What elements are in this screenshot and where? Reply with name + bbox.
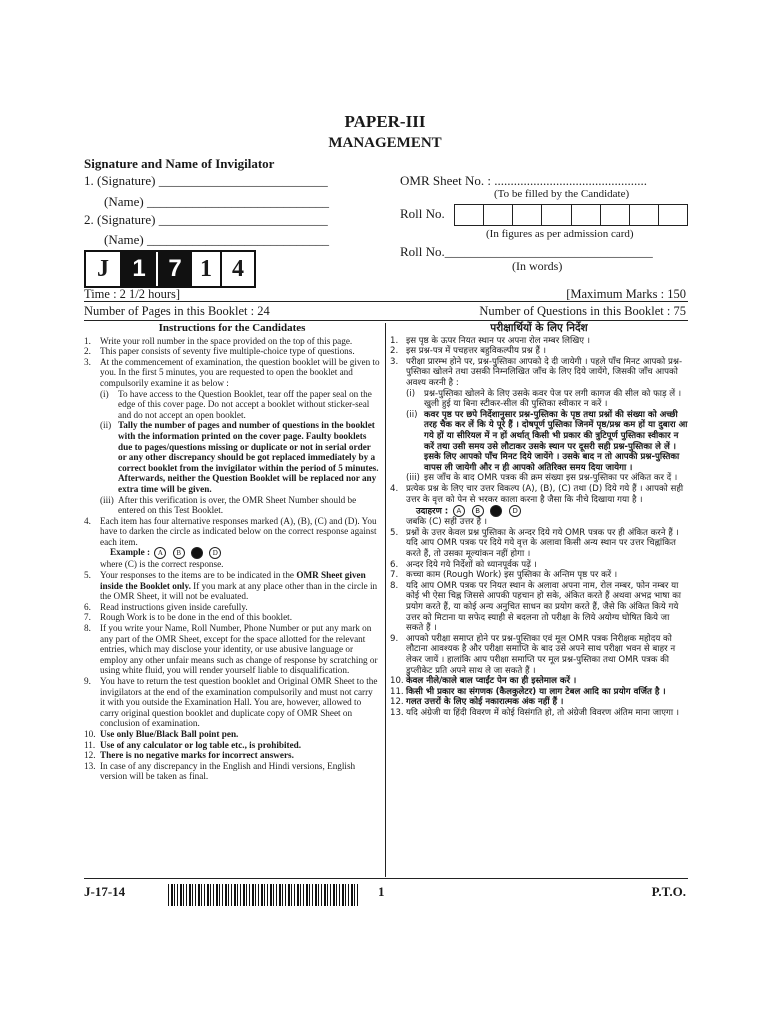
instruction-item: 1. Write your roll number in the space provided on the top of this page. — [84, 335, 353, 346]
instruction-subitem: (iii) इस जाँच के बाद OMR पत्रक की क्रम संख्या इस प्रश्न-पुस्तिका पर अंकित कर दें । — [406, 473, 678, 484]
example-note: where (C) is the correct response. — [100, 559, 224, 570]
signature-line-1[interactable]: 1. (Signature) __________________________ — [84, 173, 328, 188]
example-note: जबकि (C) सही उत्तर है । — [406, 517, 488, 528]
instruction-item: 2. इस प्रश्न-पत्र में पचहत्तर बहुविकल्पीय प्रश्न हैं । — [390, 346, 546, 357]
instruction-item: 9. आपको परीक्षा समाप्त होने पर प्रश्न-पुस्तिका एवं मूल OMR पत्रक निरीक्षक महोदय को लौटाना आवश्यक है और परीक्षा समाप्ति के बाद उसे अपने साथ परीक्षा भवन से बाहर न लेकर जायें । हालांकि आप परीक्षा समाप्ति पर मूल प्रश्न-पुस्तिका तथा OMR पत्रक की डुप्लीकेट प्रति अपने साथ ले जा सकते हैं । — [390, 633, 676, 676]
instruction-item: 5. प्रश्नों के उत्तर केवल प्रश्न पुस्तिका के अन्दर दिये गये OMR पत्रक पर ही अंकित करने हैं । यदि आप OMR पत्रक पर दिये गये वृत्त के अलावा किसी अन्य स्थान पर उत्तर चिह्नांकित करते हैं, तो उसका मूल्यांकन नहीं होगा । — [390, 527, 679, 559]
instruction-item: 8. If you write your Name, Roll Number, Phone Number or put any mark on any part of the OMR Sheet, except for the space allotted for the relevant entries, which may disclose your identity, or use abusive language or employ any other unfair means such as change of response by scratching or using white fluid, you will render yourself liable to disqualification. — [84, 623, 378, 676]
instruction-subitem: (i) To have access to the Question Booklet, tear off the paper seal on the edge of this cover page. Do not accept a booklet without sticker-seal and do not accept an open booklet. — [100, 388, 372, 420]
hindi-heading: परीक्षार्थियों के लिए निर्देश — [490, 322, 588, 334]
question-count: Number of Questions in this Booklet : 75 — [479, 304, 686, 318]
roll-hint: (In figures as per admission card) — [486, 228, 634, 240]
instruction-item: 1. इस पृष्ठ के ऊपर नियत स्थान पर अपना रोल नम्बर लिखिए । — [390, 335, 591, 346]
roll-number-boxes[interactable] — [454, 204, 688, 226]
option-d-circle: D — [209, 547, 221, 559]
option-a-circle: A — [154, 547, 166, 559]
instruction-item: 11. किसी भी प्रकार का संगणक (कैलकुलेटर) या लाग टेबल आदि का प्रयोग वर्जित है । — [390, 686, 666, 697]
instruction-item: 13. In case of any discrepancy in the English and Hindi versions, English version will be taken as final. — [84, 760, 356, 782]
instruction-item: 3. परीक्षा प्रारम्भ होने पर, प्रश्न-पुस्तिका आपको दे दी जायेगी । पहले पाँच मिनट आपको प्रश्न-पुस्तिका खोलने तथा उसकी निम्नलिखित जाँच के लिए दिये जायेंगे, जिसकी जाँच आपको अवश्य करनी है : (i) प्रश्न-पुस्तिका खोलने के लिए उसके कवर पेज पर लगी कागज की सील को फाड़ लें । खुली हुई या बिना स्टीकर-सील की पुस्तिका स्वीकार न करें । (ii) कवर पृष्ठ पर छपे निर्देशानुसार प्रश्न-पुस्तिका के पृष्ठ तथा प्रश्नों की संख्या को अच्छी तरह चैक कर लें कि ये पूरे हैं । दोषपूर्ण पुस्तिका जिनमें पृष्ठ/प्रश्न कम हों या दुबारा आ गये हों या सीरियल में न हों अर्थात् किसी भी प्रकार की त्रुटिपूर्ण पुस्तिका स्वीकार न करें तथा उसी समय उसे लौटाकर उसके स्थान पर दूसरी सही प्रश्न-पुस्तिका ले लें । इसके लिए आपको पाँच मिनट दिये जायेंगे । उसके बाद न तो आपकी प्रश्न-पुस्तिका वापस ली जायेगी और न ही आपको अतिरिक्त समय दिया जायेगा । (iii) इस जाँच के बाद OMR पत्रक की क्रम संख्या इस प्रश्न-पुस्तिका पर अंकित कर दें । — [390, 356, 688, 484]
invigilator-heading: Signature and Name of Invigilator — [84, 156, 275, 171]
footer-code: J-17-14 — [84, 884, 126, 899]
name-line-2[interactable]: (Name) ____________________________ — [104, 232, 329, 247]
code-digit-3: 1 — [192, 252, 222, 286]
instruction-item: 6. अन्दर दिये गये निर्देशों को ध्यानपूर्वक पढ़ें । — [390, 559, 537, 570]
subject-title: MANAGEMENT — [328, 135, 442, 151]
instruction-item: 6. Read instructions given inside carefully. — [84, 601, 248, 612]
instruction-item: 8. यदि आप OMR पत्रक पर नियत स्थान के अलावा अपना नाम, रोल नम्बर, फोन नम्बर या कोई भी ऐसा चिह्न जिससे आपकी पहचान हो सके, अंकित करते हैं अथवा अभद्र भाषा का प्रयोग करते हैं, या कोई अन्य अनुचित साधन का प्रयोग करते हैं, जैसे कि अंकित किये गये उत्तर को मिटाना या सफेद स्याही से बदलना तो परीक्षा के लिये अयोग्य घोषित किये जा सकते हैं । — [390, 580, 682, 634]
code-digit-1: 1 — [122, 252, 158, 286]
page-number: 1 — [378, 884, 385, 899]
roll-no-label: Roll No. — [400, 206, 445, 221]
instruction-item: 13. यदि अंग्रेजी या हिंदी विवरण में कोई विसंगति हो, तो अंग्रेजी विवरण अंतिम माना जाएगा । — [390, 707, 680, 718]
barcode — [168, 884, 358, 906]
time-allowed: Time : 2 1/2 hours] — [84, 287, 181, 301]
option-b-circle: B — [173, 547, 185, 559]
instruction-item: 12. There is no negative marks for incorrect answers. — [84, 750, 294, 761]
option-a-circle: A — [453, 505, 465, 517]
instruction-item: 5. Your responses to the items are to be indicated in the OMR Sheet given inside the Booklet only. If you mark at any place other than in the circle in the OMR Sheet, it will not be evaluated. — [84, 570, 378, 602]
instruction-item: 7. कच्चा काम (Rough Work) इस पुस्तिका के अन्तिम पृष्ठ पर करें । — [390, 570, 618, 581]
instruction-item: 11. Use of any calculator or log table etc., is prohibited. — [84, 739, 302, 750]
omr-sheet-number[interactable]: OMR Sheet No. : ............................................... — [400, 173, 647, 188]
instruction-item: 3. At the commencement of examination, the question booklet will be given to you. In the first 5 minutes, you are requested to open the booklet and compulsorily examine it as below : (i) To have access to the Question Booklet, tear off the paper seal on the edge of this cover page. Do not accept a booklet without sticker-seal and do not accept an open booklet. (ii) Tally the number of pages and number of questions in the booklet with the information printed on the cover page. Faulty booklets due to pages/questions missing or duplicate or not in serial order or any other discrepancy should be got replaced immediately by a correct booklet from the invigilator within the period of 5 minutes. Afterwards, neither the Question Booklet will be replaced nor any extra time will be given. (iii) After this verification is over, the OMR Sheet Number should be entered on this Test Booklet. — [84, 356, 380, 516]
instruction-item: 12. गलत उत्तरों के लिए कोई नकारात्मक अंक नहीं हैं । — [390, 697, 564, 708]
option-b-circle: B — [472, 505, 484, 517]
code-digit-2: 7 — [158, 252, 192, 286]
instruction-item: 4. प्रत्येक प्रश्न के लिए चार उत्तर विकल्प (A), (B), (C) तथा (D) दिये गये हैं । आपको सही उत्तर के वृत्त को पेन से भरकर काला करना है जैसा कि नीचे दिखाया गया है । उदाहरण : A B C D जबकि (C) सही उत्तर है । — [390, 484, 688, 528]
name-line-1[interactable]: (Name) ____________________________ — [104, 194, 329, 209]
instruction-item: 10. केवल नीले/काले बाल प्वाईंट पेन का ही इस्तेमाल करें । — [390, 676, 577, 687]
instruction-item: 10. Use only Blue/Black Ball point pen. — [84, 728, 239, 739]
page-count: Number of Pages in this Booklet : 24 — [84, 304, 270, 318]
example-row: उदाहरण : A B C D — [416, 505, 688, 517]
maximum-marks: [Maximum Marks : 150 — [566, 287, 686, 301]
instruction-item: 7. Rough Work is to be done in the end of this booklet. — [84, 612, 293, 623]
in-words-note: (In words) — [512, 259, 563, 273]
instruction-item: 9. You have to return the test question booklet and Original OMR Sheet to the invigilators at the end of the examination compulsorily and must not carry it with you outside the Examination Hall. You are, however, allowed to carry original question booklet and duplicate copy of OMR Sheet on conclusion of examination. — [84, 676, 378, 729]
instruction-subitem: (iii) After this verification is over, the OMR Sheet Number should be entered on this Test Booklet. — [100, 494, 357, 516]
pto-label: P.T.O. — [651, 884, 686, 899]
hindi-instructions — [390, 323, 688, 718]
paper-code-box — [84, 250, 256, 288]
instruction-subitem: (ii) Tally the number of pages and number of questions in the booklet with the information printed on the cover page. Faulty booklets due to pages/questions missing or duplicate or not in serial order or any other discrepancy should be got replaced immediately by a correct booklet from the invigilator within the period of 5 minutes. Afterwards, neither the Question Booklet will be replaced nor any extra time will be given. — [100, 420, 379, 494]
english-heading: Instructions for the Candidates — [158, 322, 306, 334]
option-c-filled-circle: C — [191, 547, 203, 559]
english-instructions — [84, 323, 380, 782]
code-digit-4: 4 — [232, 255, 244, 282]
option-d-circle: D — [509, 505, 521, 517]
example-row: Example : A B C D — [110, 547, 380, 559]
instruction-subitem: (i) प्रश्न-पुस्तिका खोलने के लिए उसके कवर पेज पर लगी कागज की सील को फाड़ लें । खुली हुई या बिना स्टीकर-सील की पुस्तिका स्वीकार न करें । — [406, 388, 682, 410]
instruction-subitem: (ii) कवर पृष्ठ पर छपे निर्देशानुसार प्रश्न-पुस्तिका के पृष्ठ तथा प्रश्नों की संख्या को अच्छी तरह चैक कर लें कि ये पूरे हैं । दोषपूर्ण पुस्तिका जिनमें पृष्ठ/प्रश्न कम हों या दुबारा आ गये हों या सीरियल में न हों अर्थात् किसी भी प्रकार की त्रुटिपूर्ण पुस्तिका स्वीकार न करें तथा उसी समय उसे लौटाकर उसके स्थान पर दूसरी सही प्रश्न-पुस्तिका ले लें । इसके लिए आपको पाँच मिनट दिये जायेंगे । उसके बाद न तो आपकी प्रश्न-पुस्तिका वापस ली जायेगी और न ही आपको अतिरिक्त समय दिया जायेगा । — [406, 409, 688, 473]
option-c-filled-circle: C — [490, 505, 502, 517]
instruction-item: 2. This paper consists of seventy five multiple-choice type of questions. — [84, 346, 355, 357]
column-divider — [385, 323, 386, 877]
filled-by-note: (To be filled by the Candidate) — [494, 188, 630, 200]
code-letter: J — [86, 252, 122, 286]
instruction-item: 4. Each item has four alternative responses marked (A), (B), (C) and (D). You have to darken the circle as indicated below on the correct response against each item. Example : A B C D where (C) is the correct response. — [84, 516, 380, 570]
paper-title: PAPER-III — [344, 112, 426, 131]
signature-line-2[interactable]: 2. (Signature) __________________________ — [84, 212, 328, 227]
roll-no-words[interactable]: Roll No.________________________________ — [400, 244, 653, 259]
